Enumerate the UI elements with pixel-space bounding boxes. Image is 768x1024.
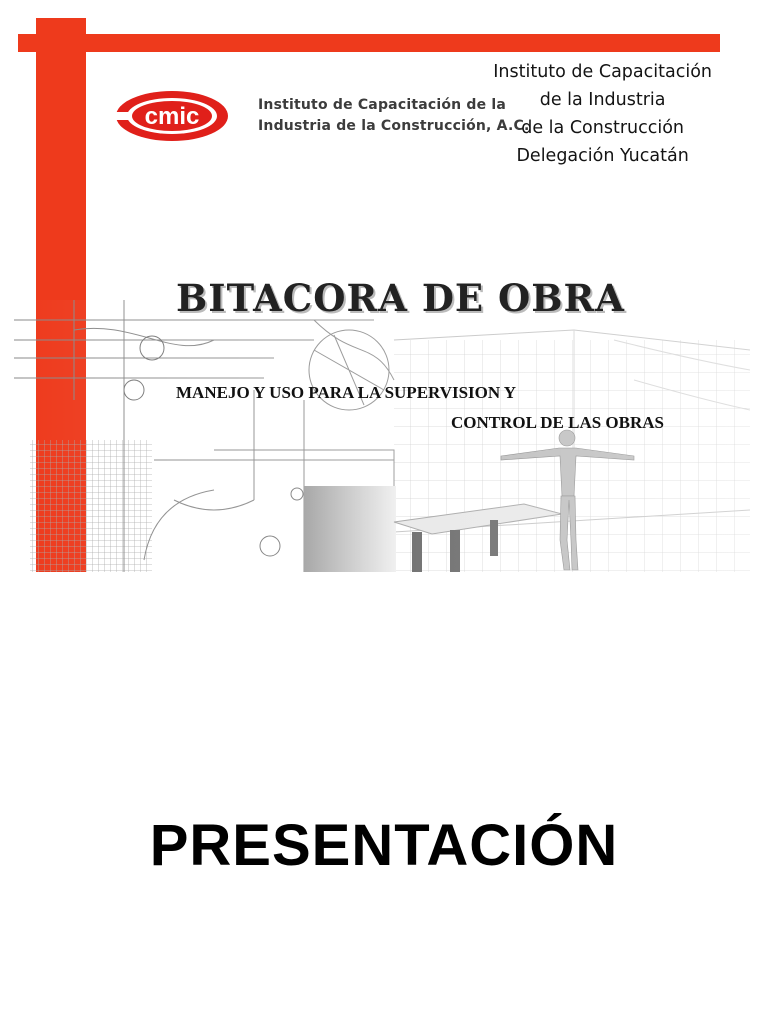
institute-line: de la Construcción	[521, 118, 685, 138]
institute-line: Instituto de Capacitación	[493, 62, 712, 82]
document-title: BITACORA DE OBRA	[176, 276, 625, 320]
institute-line: Delegación Yucatán	[516, 146, 689, 166]
institute-line: de la Industria	[539, 90, 666, 110]
cmic-logo	[112, 88, 232, 144]
red-top-bar	[18, 34, 720, 52]
document-subtitle	[176, 378, 664, 438]
logo-org-line: Industria de la Construcción, A.C.	[258, 118, 530, 134]
logo-mark-text: cmic	[144, 103, 200, 130]
section-heading: PRESENTACIÓN	[149, 813, 619, 878]
subtitle-line: CONTROL DE LAS OBRAS	[450, 413, 664, 432]
logo-org-name	[258, 95, 529, 137]
institute-heading	[493, 58, 712, 170]
logo-org-line: Instituto de Capacitación de la	[258, 97, 507, 113]
subtitle-line: MANEJO Y USO PARA LA SUPERVISION Y	[176, 383, 517, 402]
